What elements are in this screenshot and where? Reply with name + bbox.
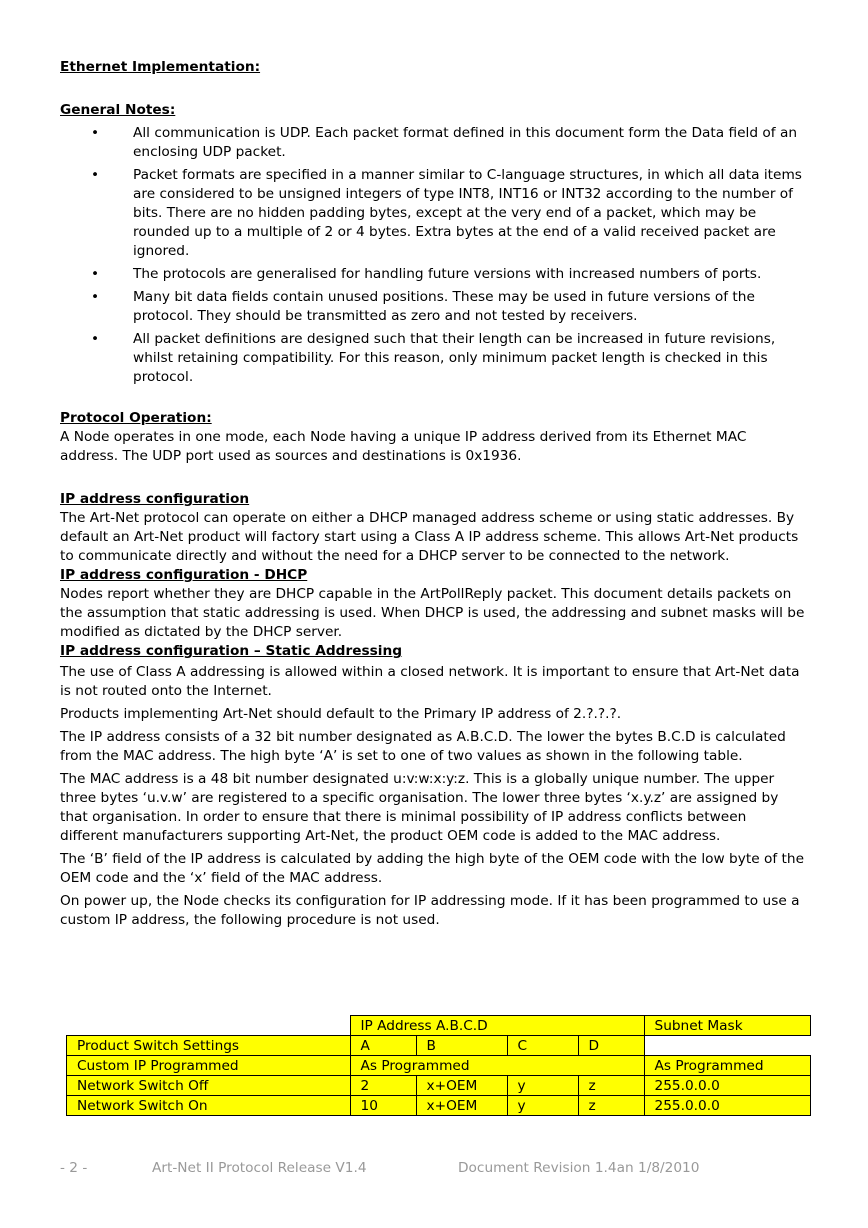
- bullet-icon: •: [91, 266, 100, 282]
- list-item: • The protocols are generalised for handling future versions with increased numbers of ports.: [91, 266, 762, 282]
- footer-doc-title: Art-Net II Protocol Release V1.4: [152, 1160, 367, 1176]
- table-row: [67, 1096, 811, 1116]
- cell-ip: As Programmed: [350, 1056, 644, 1076]
- cell-d: z: [578, 1096, 644, 1116]
- bullet-icon: •: [91, 331, 100, 347]
- row-label: Network Switch Off: [67, 1076, 351, 1096]
- list-item: • All communication is UDP. Each packet format defined in this document form the Data field of an enclosing UDP packet.: [91, 125, 798, 160]
- col-header-d: D: [578, 1036, 644, 1056]
- table-row: [67, 1016, 811, 1036]
- ip-static-paragraph: Products implementing Art-Net should default to the Primary IP address of 2.?.?.?.: [60, 706, 622, 722]
- ip-static-paragraph: The IP address consists of a 32 bit number designated as A.B.C.D. The lower the bytes B.C.D is calculated from the MAC address. The high byte ‘A’ is set to one of two values as shown in the following table.: [60, 729, 786, 764]
- col-header-b: B: [416, 1036, 507, 1056]
- ip-static-paragraph: The ‘B’ field of the IP address is calculated by adding the high byte of the OEM code with the low byte of the OEM code and the ‘x’ field of the MAC address.: [60, 851, 804, 886]
- bullet-icon: •: [91, 289, 100, 305]
- ip-address-table: [66, 1015, 811, 1116]
- protocol-operation-text: A Node operates in one mode, each Node having a unique IP address derived from its Ethernet MAC address. The UDP port used as sources and destinations is 0x1936.: [60, 429, 747, 464]
- list-item: • All packet definitions are designed such that their length can be increased in future revisions, whilst retaining compatibility. For this reason, only minimum packet length is checked in this protocol.: [91, 331, 776, 385]
- col-header-c: C: [507, 1036, 578, 1056]
- general-notes-section: [60, 101, 808, 387]
- list-item: • Packet formats are specified in a manner similar to C-language structures, in which all data items are considered to be unsigned integers of type INT8, INT16 or INT32 according to the number of bits. There are no hidden padding bytes, except at the very end of a packet, which may be rounded up to a multiple of 2 or 4 bytes. Extra bytes at the end of a valid received packet are ignored.: [91, 167, 802, 259]
- general-notes-heading: General Notes:: [60, 102, 176, 118]
- ip-static-paragraph: The MAC address is a 48 bit number designated u:v:w:x:y:z. This is a globally unique number. The upper three bytes ‘u.v.w’ are registered to a specific organisation. The lower three bytes ‘x.y.z’ are assigned by that organisation. In order to ensure that there is minimal possibility of IP address conflicts between different manufacturers supporting Art-Net, the product OEM code is added to the MAC address.: [60, 771, 779, 844]
- cell-mask: 255.0.0.0: [644, 1096, 810, 1116]
- bullet-icon: •: [91, 167, 100, 183]
- row-label: Network Switch On: [67, 1096, 351, 1116]
- ip-static-paragraph: The use of Class A addressing is allowed within a closed network. It is important to ensure that Art-Net data is not routed onto the Internet.: [60, 664, 800, 699]
- cell-b: x+OEM: [416, 1096, 507, 1116]
- bullet-icon: •: [91, 125, 100, 141]
- page-number: - 2 -: [60, 1160, 88, 1176]
- protocol-operation-section: [60, 409, 808, 466]
- ip-static-heading: IP address configuration – Static Addressing: [60, 643, 403, 659]
- ip-dhcp-heading: IP address configuration - DHCP: [60, 567, 308, 583]
- ip-dhcp-text: Nodes report whether they are DHCP capable in the ArtPollReply packet. This document details packets on the assumption that static addressing is used. When DHCP is used, the addressing and subnet masks will be modified as dictated by the DHCP server.: [60, 586, 805, 640]
- cell-b: x+OEM: [416, 1076, 507, 1096]
- cell-mask: As Programmed: [644, 1056, 810, 1076]
- footer-revision: Document Revision 1.4an 1/8/2010: [458, 1160, 700, 1176]
- col-header-a: A: [350, 1036, 416, 1056]
- ip-static-paragraph: On power up, the Node checks its configuration for IP addressing mode. If it has been programmed to use a custom IP address, the following procedure is not used.: [60, 893, 800, 928]
- cell-c: y: [507, 1076, 578, 1096]
- subnet-mask-header: Subnet Mask: [644, 1016, 810, 1036]
- cell-a: 2: [350, 1076, 416, 1096]
- ip-config-heading: IP address configuration: [60, 491, 250, 507]
- row-label: Custom IP Programmed: [67, 1056, 351, 1076]
- table-row: [67, 1076, 811, 1096]
- cell-c: y: [507, 1096, 578, 1116]
- protocol-operation-heading: Protocol Operation:: [60, 410, 212, 426]
- cell-mask: 255.0.0.0: [644, 1076, 810, 1096]
- cell-d: z: [578, 1076, 644, 1096]
- table-row: [67, 1056, 811, 1076]
- table-row: [67, 1036, 811, 1056]
- ip-address-header: IP Address A.B.C.D: [350, 1016, 644, 1036]
- general-notes-list: [60, 124, 808, 387]
- ip-config-text: The Art-Net protocol can operate on either a DHCP managed address scheme or using static addresses. By default an Art-Net product will factory start using a Class A IP address scheme. This allows Art-Net products to communicate directly and without the need for a DHCP server to be connected to the network.: [60, 510, 799, 564]
- cell-a: 10: [350, 1096, 416, 1116]
- row-header-cell: Product Switch Settings: [67, 1036, 351, 1056]
- list-item: • Many bit data fields contain unused positions. These may be used in future versions of the protocol. They should be transmitted as zero and not tested by receivers.: [91, 289, 755, 324]
- ip-config-section: [60, 490, 808, 930]
- page-title: Ethernet Implementation:: [60, 59, 261, 75]
- document-page: [60, 58, 808, 930]
